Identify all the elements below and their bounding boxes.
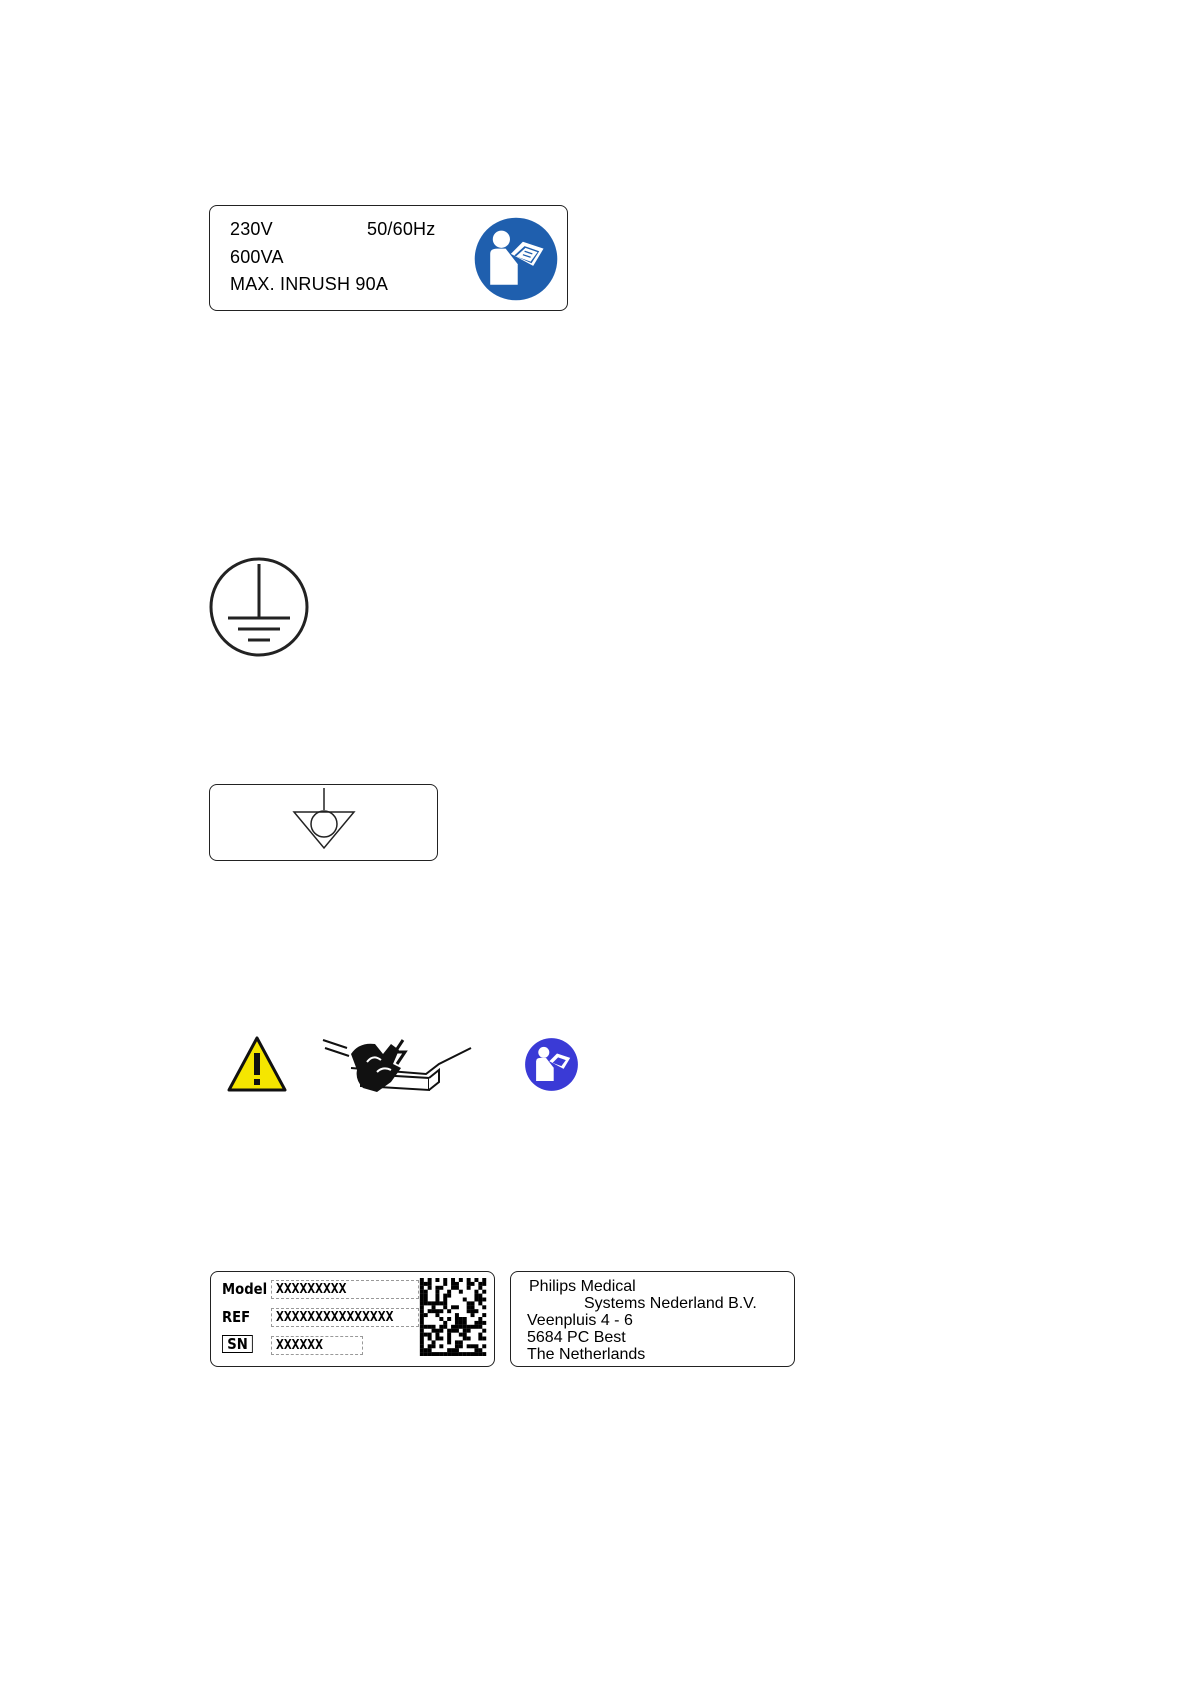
power-rating-label — [209, 205, 568, 311]
manufacturer-name-line-1: Philips Medical — [529, 1278, 636, 1295]
hand-pinch-hazard-icon — [321, 1034, 479, 1096]
serial-number-key: SN — [222, 1335, 253, 1353]
read-manual-icon — [524, 1037, 579, 1092]
ref-key: REF — [222, 1308, 251, 1326]
equipotential-icon — [291, 788, 357, 850]
model-key: Model — [222, 1280, 268, 1298]
datamatrix-barcode — [419, 1278, 487, 1356]
ref-value: XXXXXXXXXXXXXXX — [271, 1308, 419, 1327]
model-value: XXXXXXXXX — [271, 1280, 419, 1299]
manufacturer-name-line-2: Systems Nederland B.V. — [584, 1295, 757, 1312]
manufacturer-city: 5684 PC Best — [527, 1329, 626, 1346]
inrush-rating: MAX. INRUSH 90A — [230, 274, 389, 294]
voltage-rating: 230V — [230, 219, 273, 239]
protective-earth-icon — [208, 556, 310, 658]
device-identification-label — [210, 1271, 495, 1367]
read-manual-icon — [473, 216, 559, 302]
serial-number-value: XXXXXX — [271, 1336, 363, 1355]
manufacturer-label — [510, 1271, 795, 1367]
manufacturer-country: The Netherlands — [527, 1346, 646, 1363]
frequency-rating: 50/60Hz — [367, 219, 436, 239]
equipotential-label — [209, 784, 438, 861]
power-rating: 600VA — [230, 247, 284, 267]
warning-triangle-icon — [226, 1035, 288, 1093]
manufacturer-street: Veenpluis 4 - 6 — [527, 1312, 633, 1329]
